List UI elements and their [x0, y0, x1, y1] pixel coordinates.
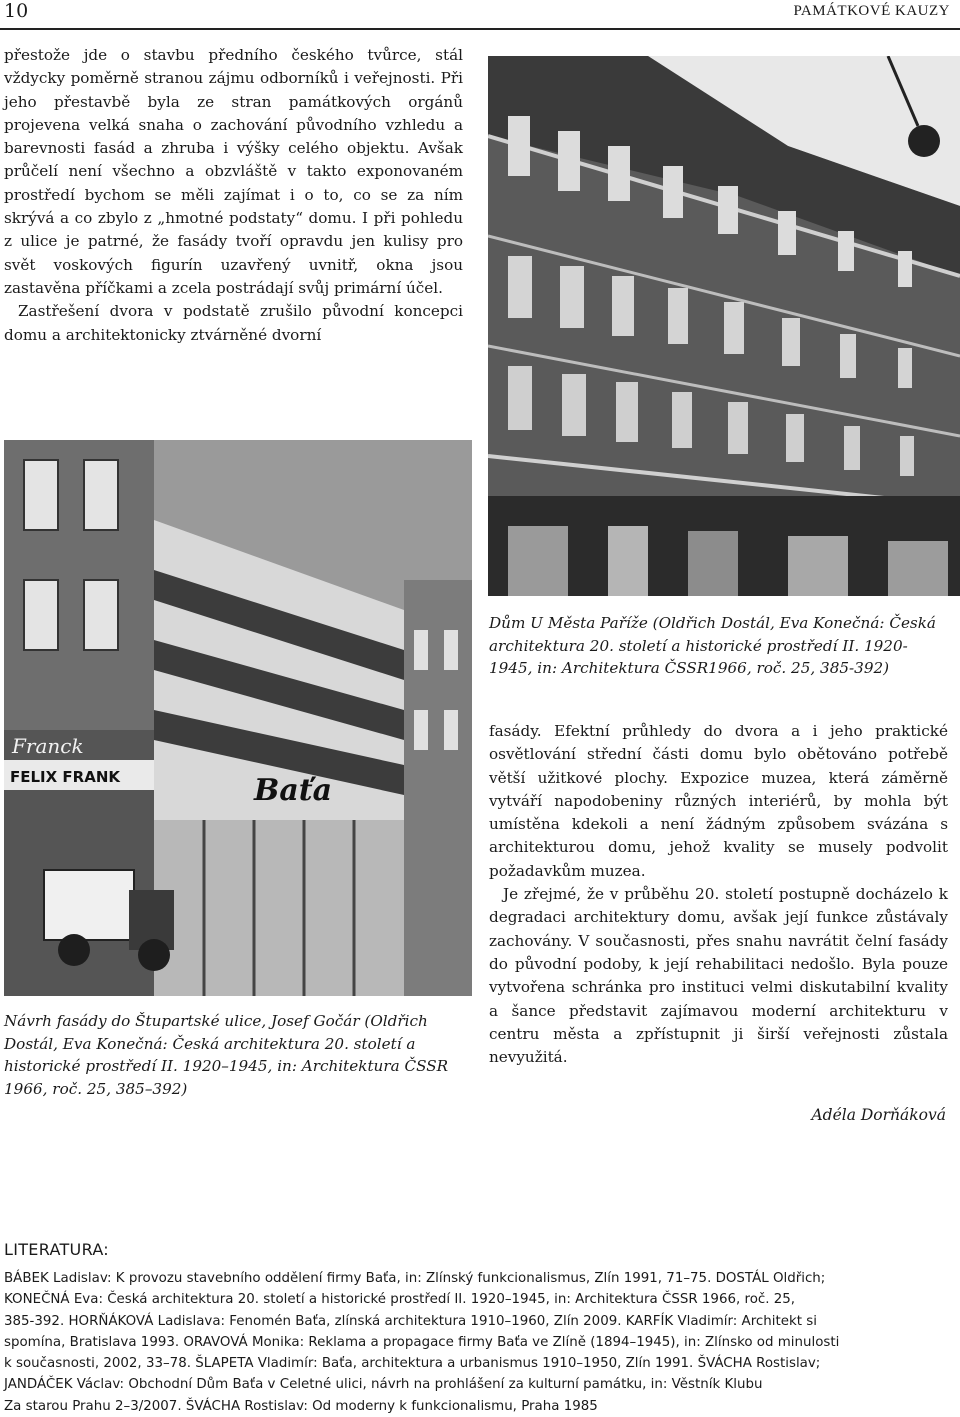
page-number: 10	[4, 0, 29, 22]
journal-title: PAMÁTKOVÉ KAUZY	[793, 3, 950, 19]
literature-line: Za starou Prahu 2–3/2007. ŠVÁCHA Rostislav: Od moderny k funkcionalismu, Praha 1985	[4, 1398, 598, 1414]
sign-script: Franck	[12, 734, 84, 758]
literature-line: BÁBEK Ladislav: K provozu stavebního oddělení firmy Baťa, in: Zlínský funkcionalismus, Zlín 1991, 71–75. DOSTÁL Oldřich;	[4, 1271, 826, 1286]
left-paragraph-1: přestože jde o stavbu předního českého tvůrce, stál vždycky poměrně stranou zájmu odborníků i veřejnosti. Při jeho přestavbě byla ze stran památkových orgánů projevena velká snaha o zachování původního vzhledu a barevnosti fasád a zhruba i výšky celého objektu. Avšak průčelí není všechno a obzvláště v takto exponovaném prostředí bychom se měli zajímat i o to, co se za ním skrývá a co zbylo z „hmotné podstaty“ domu. I při pohledu z ulice je patrné, že fasády tvoří opravdu jen kulisy pro svět voskových figurín uzavřený uvnitř, okna jsou zastavěna příčkami a zcela postrádají svůj primární účel.	[4, 46, 463, 297]
left-paragraph-2: Zastřešení dvora v podstatě zrušilo původní koncepci domu a architektonicky ztvárněné dvorní	[4, 302, 463, 344]
literature-heading: LITERATURA:	[4, 1240, 109, 1259]
photo-dum-u-mesta-parize	[488, 56, 960, 596]
literature-list	[4, 1268, 956, 1417]
header-rule	[0, 28, 960, 30]
sign-bata: Baťa	[254, 773, 333, 808]
sign-felix-frank: FELIX FRANK	[10, 768, 121, 786]
photo-bata-facade-design	[4, 440, 472, 996]
literature-line: k současnosti, 2002, 33–78. ŠLAPETA Vladimír: Baťa, architektura a urbanismus 1910–1950, Zlín 1991. ŠVÁCHA Rostislav;	[4, 1356, 821, 1372]
literature-line: KONEČNÁ Eva: Česká architektura 20. století a historické prostředí II. 1920–1945, in: Architektura ČSSR 1966, roč. 25,	[4, 1292, 796, 1308]
author-signature: Adéla Dorňáková	[811, 1106, 946, 1124]
photo-caption-left: Návrh fasády do Štupartské ulice, Josef Gočár (Oldřich Dostál, Eva Konečná: Česká architektura 20. století a historické prostředí II. 1920–1945, in: Architektura ČSSR 1966, roč. 25, 385–392)	[4, 1012, 449, 1098]
literature-line: JANDÁČEK Václav: Obchodní Dům Baťa v Celetné ulici, návrh na prohlášení za kulturní památku, in: Věstník Klubu	[4, 1377, 763, 1393]
literature-line: spomína, Bratislava 1993. ORAVOVÁ Monika: Reklama a propagace firmy Baťa ve Zlíně (1894–1945), in: Zlínsko od minulosti	[4, 1334, 840, 1350]
right-paragraph-1: fasády. Efektní průhledy do dvora a i jeho praktické osvětlování střední části domu bylo obětováno potřebě větší užitkové plochy. Expozice muzea, která záměrně vytváří napodobeniny různých interiérů, by mohla být umístěna kdekoli a není žádným způsobem svázána s architekturou domu, jehož kvality se musely podvolit požadavkům muzea.	[489, 722, 948, 880]
photo-caption-right: Dům U Města Paříže (Oldřich Dostál, Eva Konečná: Česká architektura 20. století a historické prostředí II. 1920-1945, in: Architektura ČSSR1966, roč. 25, 385-392)	[489, 614, 936, 677]
literature-line: 385-392. HORŇÁKOVÁ Ladislava: Fenomén Baťa, zlínská architektura 1910–1960, Zlín 2009. KARFÍK Vladimír: Architekt si	[4, 1313, 817, 1329]
right-paragraph-2: Je zřejmé, že v průběhu 20. století postupně docházelo k degradaci architektury domu, avšak její funkce zůstávaly zachovány. V současnosti, přes snahu navrátit čelní fasády do původní podoby, k její rehabilitaci nedošlo. Byla pouze vytvořena schránka pro instituci velmi diskutabilní kvality a šance představit zajímavou moderní architekturu v centru města a zpřístupnit ji širší veřejnosti zůstala nevyužitá.	[489, 885, 948, 1067]
right-text-column	[489, 720, 948, 1069]
left-text-column	[4, 44, 463, 347]
